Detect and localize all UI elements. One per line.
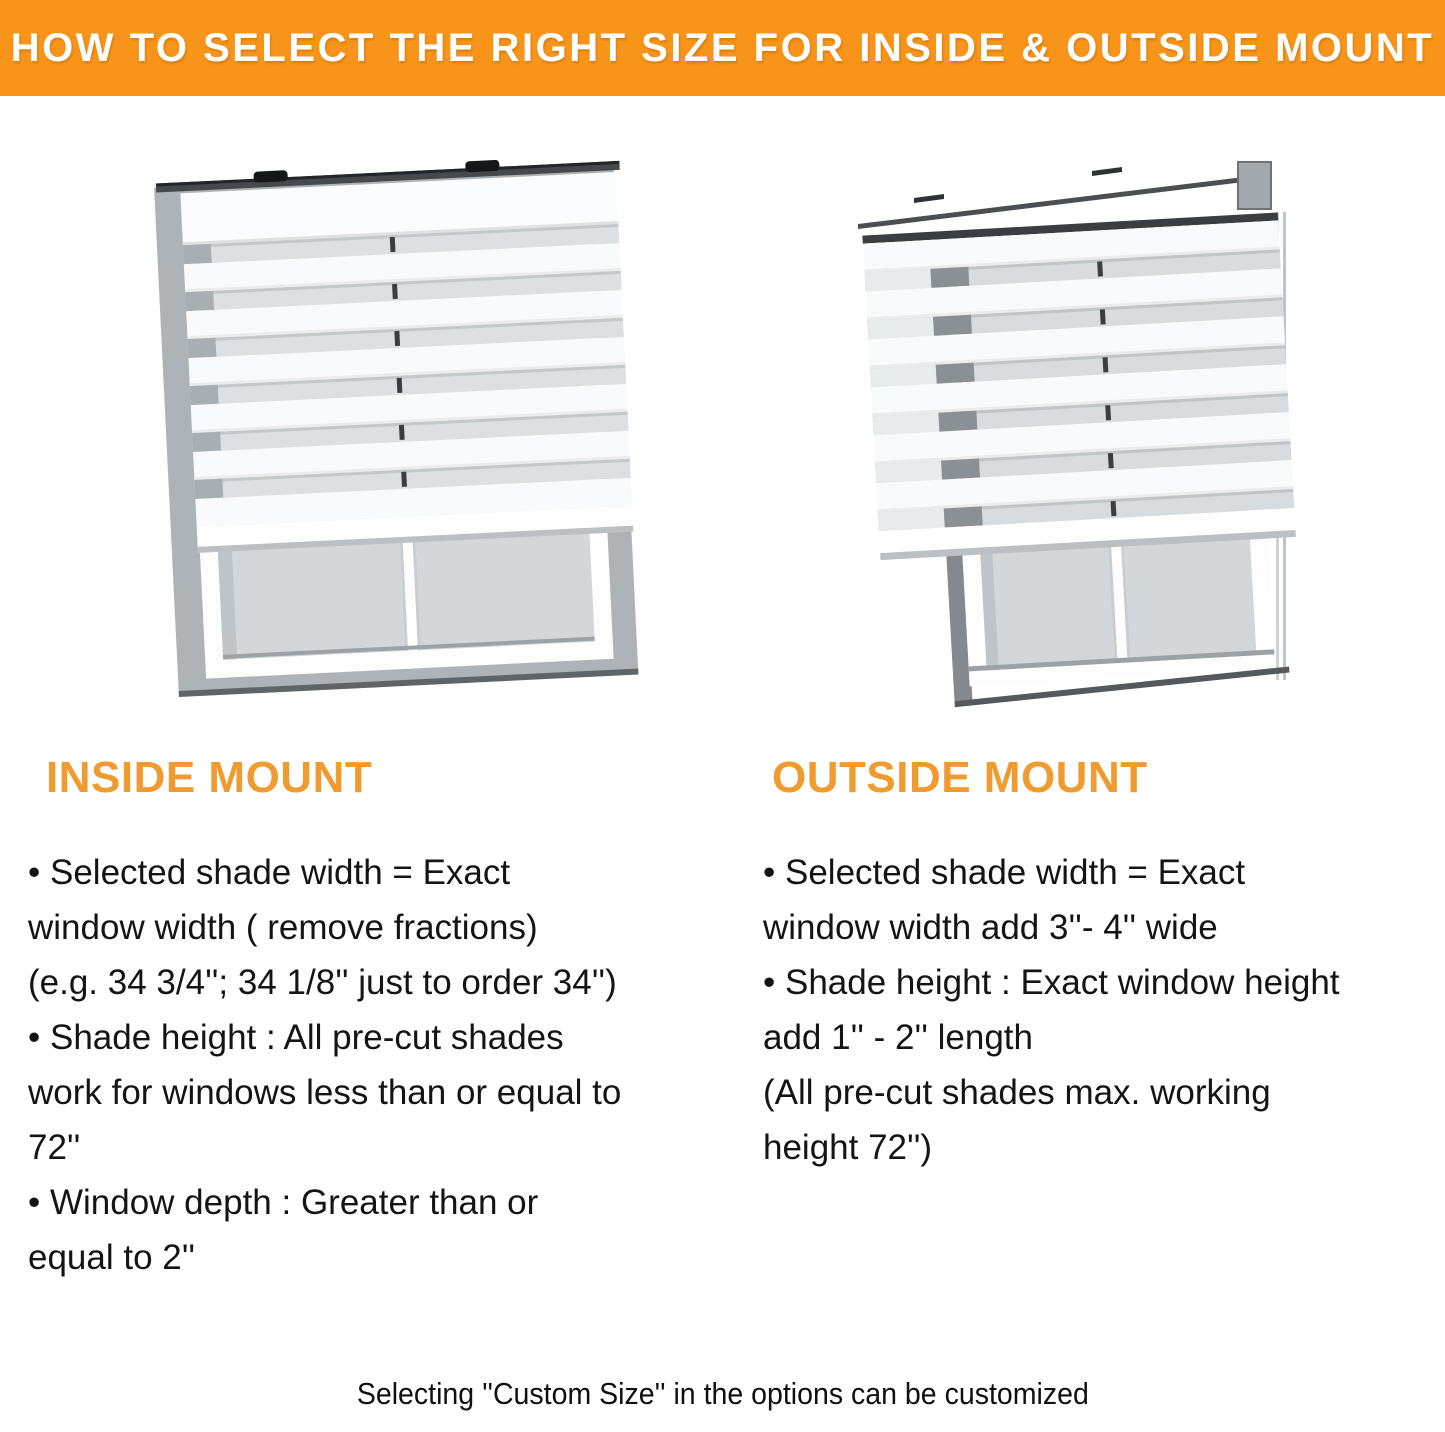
- zebra-shade: [180, 172, 633, 553]
- instruction-line: • Window depth : Greater than or: [28, 1183, 539, 1222]
- screw-slot-icon: [914, 194, 944, 203]
- instruction-line: (All pre-cut shades max. working: [763, 1073, 1271, 1112]
- header-banner: [0, 0, 1445, 96]
- custom-size-note-text: Selecting ''Custom Size'' in the options can be customized: [356, 1376, 1089, 1411]
- instruction-line: • Selected shade width = Exact: [763, 853, 1246, 892]
- instruction-line: height 72''): [763, 1128, 933, 1167]
- screw-slot-icon: [1092, 167, 1122, 176]
- instruction-line: (e.g. 34 3/4''; 34 1/8'' just to order 34''): [28, 963, 617, 1002]
- mounting-clip-icon: [253, 170, 287, 183]
- instruction-line: window width ( remove fractions): [28, 908, 538, 947]
- instruction-line: 72'': [28, 1128, 81, 1167]
- instruction-line: • Shade height : All pre-cut shades: [28, 1018, 564, 1057]
- inside-mount-photo: [148, 146, 648, 701]
- page-title: HOW TO SELECT THE RIGHT SIZE FOR INSIDE & OUTSIDE MOUNT: [10, 25, 1435, 70]
- instruction-line: add 1'' - 2'' length: [763, 1018, 1033, 1057]
- outside-mount-photo: [852, 138, 1302, 733]
- instruction-line: • Selected shade width = Exact: [28, 853, 511, 892]
- inside-mount-instructions: [28, 845, 621, 1285]
- outside-mount-instructions: [763, 845, 1340, 1175]
- instruction-line: • Shade height : Exact window height: [763, 963, 1340, 1002]
- custom-size-note: [0, 1376, 1445, 1412]
- instruction-line: work for windows less than or equal to: [28, 1073, 622, 1112]
- inside-mount-heading: INSIDE MOUNT: [46, 753, 373, 802]
- instruction-line: window width add 3''- 4'' wide: [763, 908, 1218, 947]
- instruction-line: equal to 2'': [28, 1238, 196, 1277]
- mounting-bracket-icon: [1238, 162, 1271, 209]
- outside-mount-heading: OUTSIDE MOUNT: [772, 753, 1148, 802]
- mounting-clip-icon: [465, 160, 499, 173]
- zebra-shade: [862, 212, 1295, 560]
